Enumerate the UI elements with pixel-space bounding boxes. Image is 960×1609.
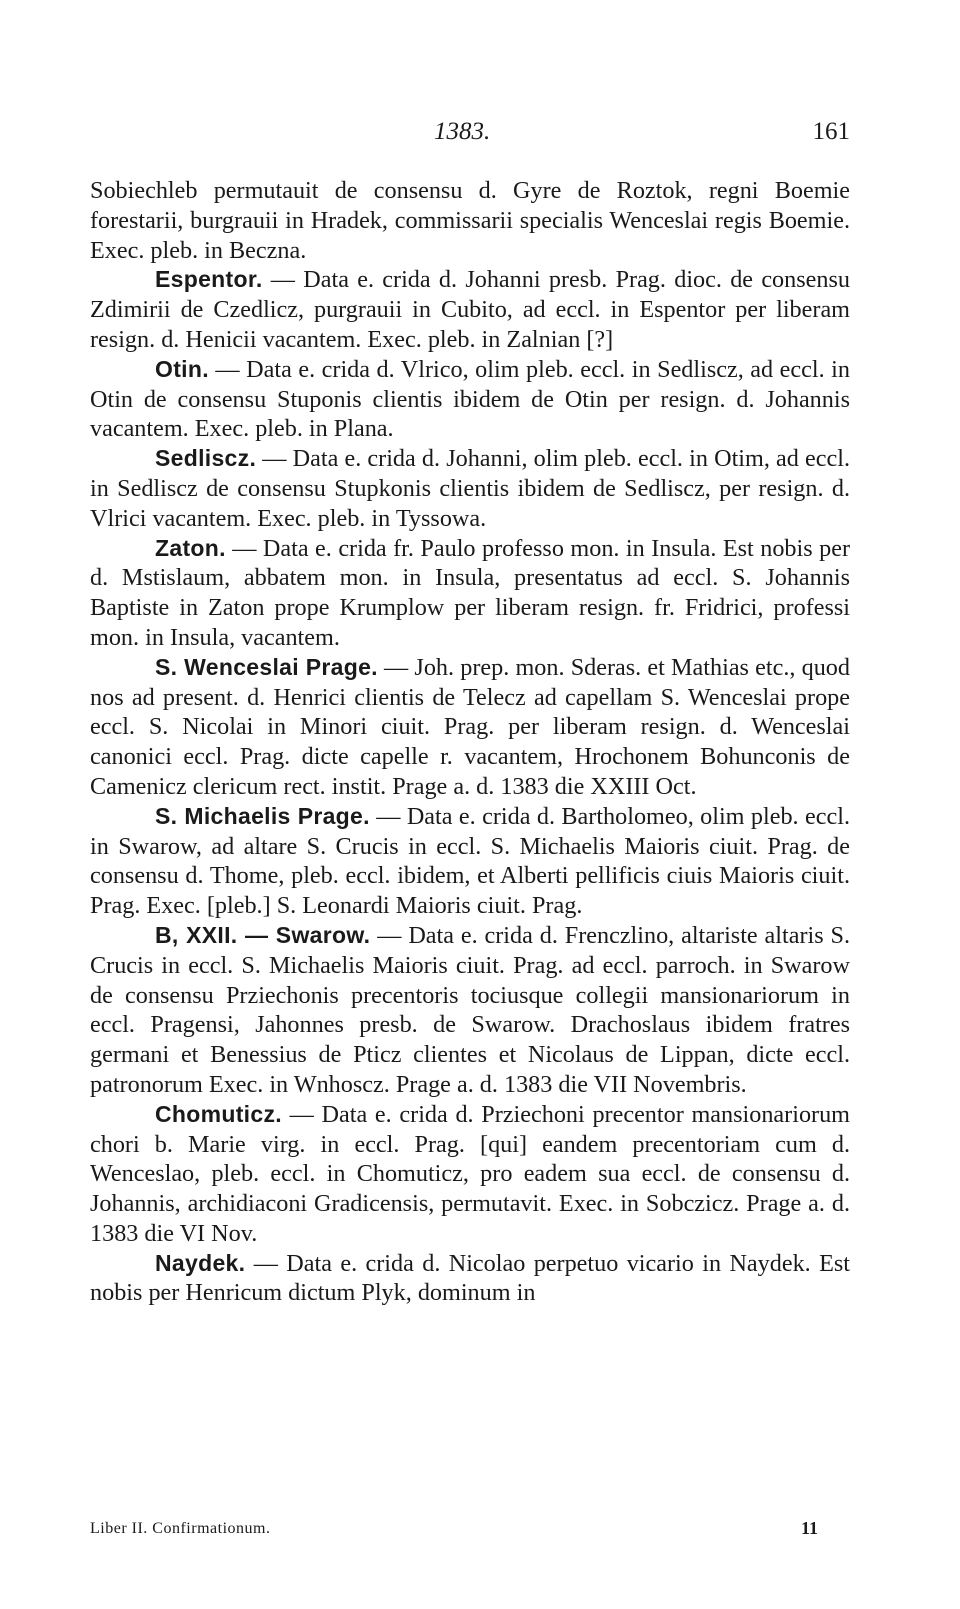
paragraph xyxy=(90,534,850,653)
paragraph-heading: Chomuticz. xyxy=(155,1100,282,1127)
paragraph-text: Sobiechleb permutauit de consensu d. Gyre de Roztok, regni Boemie forestarii, burgrauii in Hradek, commissarii specialis Wenceslai regis Boemie. Exec. pleb. in Beczna. xyxy=(90,177,850,264)
paragraph-text: — Data e. crida d. Nicolao perpetuo vicario in Naydek. Est nobis per Henricum dictum Plyk, dominum in xyxy=(90,1249,850,1307)
paragraph xyxy=(90,1249,850,1309)
paragraph-text: — Data e. crida d. Bartholomeo, olim pleb. eccl. in Swarow, ad altare S. Crucis in eccl. S. Michaelis Maioris ciuit. Prag. de consensu d. Thome, pleb. eccl. ibidem, et Alberti pellificis ciuis Maioris ciuit. Prag. Exec. [pleb.] S. Leonardi Maioris ciuit. Prag. xyxy=(90,802,850,920)
quire-number: 11 xyxy=(800,1518,818,1538)
paragraph-heading: S. Michaelis Prage. xyxy=(155,802,370,829)
paragraph-heading: B, XXII. — Swarow. xyxy=(155,921,371,948)
paragraph xyxy=(90,355,850,444)
paragraph-text: — Data e. crida fr. Paulo professo mon. in Insula. Est nobis per d. Mstislaum, abbatem mon. in Insula, presentatus ad eccl. S. Johannis Baptiste in Zaton prope Krumplow per liberam resign. fr. Fridrici, professi mon. in Insula, vacantem. xyxy=(90,534,850,651)
page-body xyxy=(90,118,850,1308)
page-number: 161 xyxy=(812,118,850,145)
paragraph-text: — Data e. crida d. Johanni, olim pleb. eccl. in Otim, ad eccl. in Sedliscz de consensu Stupkonis clientis ibidem de Sedliscz, per resign. d. Vlrici vacantem. Exec. pleb. in Tyssowa. xyxy=(90,445,850,532)
page-footer xyxy=(90,1518,850,1542)
running-head-year: 1383. xyxy=(434,118,491,145)
paragraph-text: — Data e. crida d. Frenczlino, altariste altaris S. Crucis in eccl. S. Michaelis Maioris ciuit. Prag. ad eccl. parroch. in Swarow de consensu Prziechonis precentoris tociusque collegii mansionariorum in eccl. Pragensi, Jahonnes presb. de Swarow. Drachoslaus ibidem fratres germani et Benessius de Pticz clientes et Nicolaus de Lippan, dicte eccl. patronorum Exec. in Wnhoscz. Prage a. d. 1383 die VII Novembris. xyxy=(90,921,851,1098)
paragraph-text: — Joh. prep. mon. Sderas. et Mathias etc., quod nos ad present. d. Henrici clientis de Telecz ad capellam S. Wenceslai prope eccl. S. Nicolai in Minori ciuit. Prag. per liberam resign. d. Wenceslai canonici eccl. Prag. dicte capelle r. vacantem, Hrochonem Bohunconis de Camenicz clericum rect. instit. Prage a. d. 1383 die XXIII Oct. xyxy=(90,653,850,800)
paragraph xyxy=(90,265,850,354)
paragraph-text: — Data e. crida d. Johanni presb. Prag. dioc. de consensu Zdimirii de Czedlicz, purgrauii in Cubito, ad eccl. in Espentor per liberam resign. d. Henicii vacantem. Exec. pleb. in Zalnian [?] xyxy=(90,266,850,353)
paragraph xyxy=(90,1100,850,1249)
main-text xyxy=(90,176,850,1308)
paragraph xyxy=(90,653,850,802)
paragraph xyxy=(90,444,850,533)
paragraph-text: — Data e. crida d. Prziechoni precentor mansionariorum chori b. Marie virg. in eccl. Prag. [qui] eandem precentoriam cum d. Wenceslao, pleb. eccl. in Chomuticz, pro eadem sua eccl. de consensu d. Johannis, archidiaconi Gradicensis, permutavit. Exec. in Sobczicz. Prage a. d. 1383 die VI Nov. xyxy=(90,1100,850,1247)
running-head xyxy=(90,118,850,158)
paragraph-heading: Zaton. xyxy=(155,534,226,561)
footer-signature: Liber II. Confirmationum. xyxy=(90,1520,271,1537)
paragraph-heading: S. Wenceslai Prage. xyxy=(155,653,378,680)
paragraph-heading: Naydek. xyxy=(155,1249,246,1276)
paragraph-heading: Espentor. xyxy=(155,266,263,293)
paragraph xyxy=(90,921,850,1100)
paragraph-text: — Data e. crida d. Vlrico, olim pleb. eccl. in Sedliscz, ad eccl. in Otin de consensu Stuponis clientis ibidem de Otin per resign. d. Johannis vacantem. Exec. pleb. in Plana. xyxy=(90,355,850,443)
paragraph xyxy=(90,176,850,265)
paragraph xyxy=(90,802,850,921)
paragraph-heading: Sedliscz. xyxy=(155,445,257,472)
paragraph-heading: Otin. xyxy=(155,355,209,382)
